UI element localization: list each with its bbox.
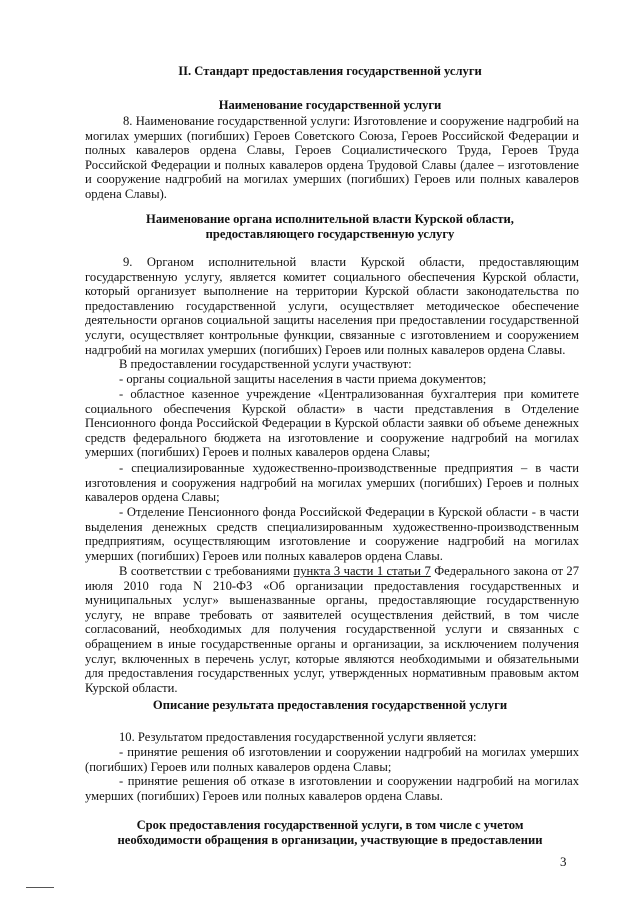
law-reference-link[interactable]: пункта 3 части 1 статьи 7: [293, 564, 431, 578]
paragraph-9: 9. Органом исполнительной власти Курской области, предоставляющим государственную услугу, является комитет социального обеспечения Курской области, который организует выполнение на территории Курской области законодательства по предоставлению государственной услуги, осуществляет методическое обеспечение деятельности органов социальной защиты населения при предоставлении государственной услуги, осуществляет контрольные функции, связанные с изготовлением и сооружением надгробий на могилах умерших (погибших) Героев или полных кавалеров ордена Славы.: [85, 255, 579, 357]
paragraph-law: [85, 564, 579, 695]
result-item-1: - принятие решения об изготовлении и сооружении надгробий на могилах умерших (погибших) Героев или полных кавалеров ордена Славы;: [85, 745, 579, 774]
participant-item-3: - специализированные художественно-производственные предприятия – в части изготовления и сооружения надгробий на могилах умерших (погибших) Героев и полных кавалеров ордена Славы;: [85, 461, 579, 505]
heading-service-name: Наименование государственной услуги: [218, 98, 442, 112]
scan-mark: [26, 887, 54, 888]
heading-term-line-1: Срок предоставления государственной услуги, в том числе с учетом: [136, 818, 524, 832]
heading-authority-line-1: Наименование органа исполнительной власти Курской области,: [146, 212, 514, 226]
heading-authority-line-2: предоставляющего государственную услугу: [205, 227, 455, 241]
paragraph-10: 10. Результатом предоставления государственной услуги является:: [119, 730, 477, 744]
paragraph-8: 8. Наименование государственной услуги: Изготовление и сооружение надгробий на могилах умерших (погибших) Героев Советского Союза, Героев Российской Федерации и полных кавалеров ордена Славы, Героев Социалистического Труда, Героев Труда Российской Федерации и полных кавалеров ордена Трудовой Славы (далее – изготовление и сооружение надгробий на могилах умерших (погибших) Героев или полных кавалеров ордена Славы).: [85, 114, 579, 201]
law-text-post: Федерального закона от 27 июля 2010 года N 210-ФЗ «Об организации предоставления государственных и муниципальных услуг» вышеназванные органы, предоставляющие государственную услугу, не вправе требовать от заявителей осуществления действий, в том числе согласований, необходимых для получения государственной услуги и связанных с обращением в иные государственные органы и организации, за исключением получения услуг, включенных в перечень услуг, которые являются необходимыми и обязательными для предоставления государственных услуг, утвержденных нормативным правовым актом Курской области.: [85, 564, 579, 695]
participant-item-1: - органы социальной защиты населения в части приема документов;: [119, 372, 487, 386]
participant-item-4: - Отделение Пенсионного фонда Российской Федерации в Курской области - в части выделения денежных средств специализированным художественно-производственным предприятиям, осуществляющим изготовление и сооружение надгробий на могилах умерших (погибших) Героев или полных кавалеров ордена Славы.: [85, 505, 579, 563]
participants-intro: В предоставлении государственной услуги участвуют:: [119, 357, 412, 371]
heading-result: Описание результата предоставления государственной услуги: [152, 698, 508, 712]
result-item-2: - принятие решения об отказе в изготовлении и сооружении надгробий на могилах умерших (погибших) Героев или полных кавалеров ордена Славы.: [85, 774, 579, 803]
law-text-pre: В соответствии с требованиями: [119, 564, 294, 578]
page-number: 3: [560, 854, 567, 869]
participant-item-2: - областное казенное учреждение «Централизованная бухгалтерия при комитете социального обеспечения Курской области» в части представления в Отделение Пенсионного фонда Российской Федерации в Курской области заявки об объеме денежных средств федерального бюджета на изготовление и сооружение надгробий на могилах умерших (погибших) Героев и полных кавалеров ордена Славы;: [85, 387, 579, 460]
heading-term-line-2: необходимости обращения в организации, участвующие в предоставлении: [117, 833, 543, 847]
section-title: II. Стандарт предоставления государственной услуги: [178, 64, 482, 78]
